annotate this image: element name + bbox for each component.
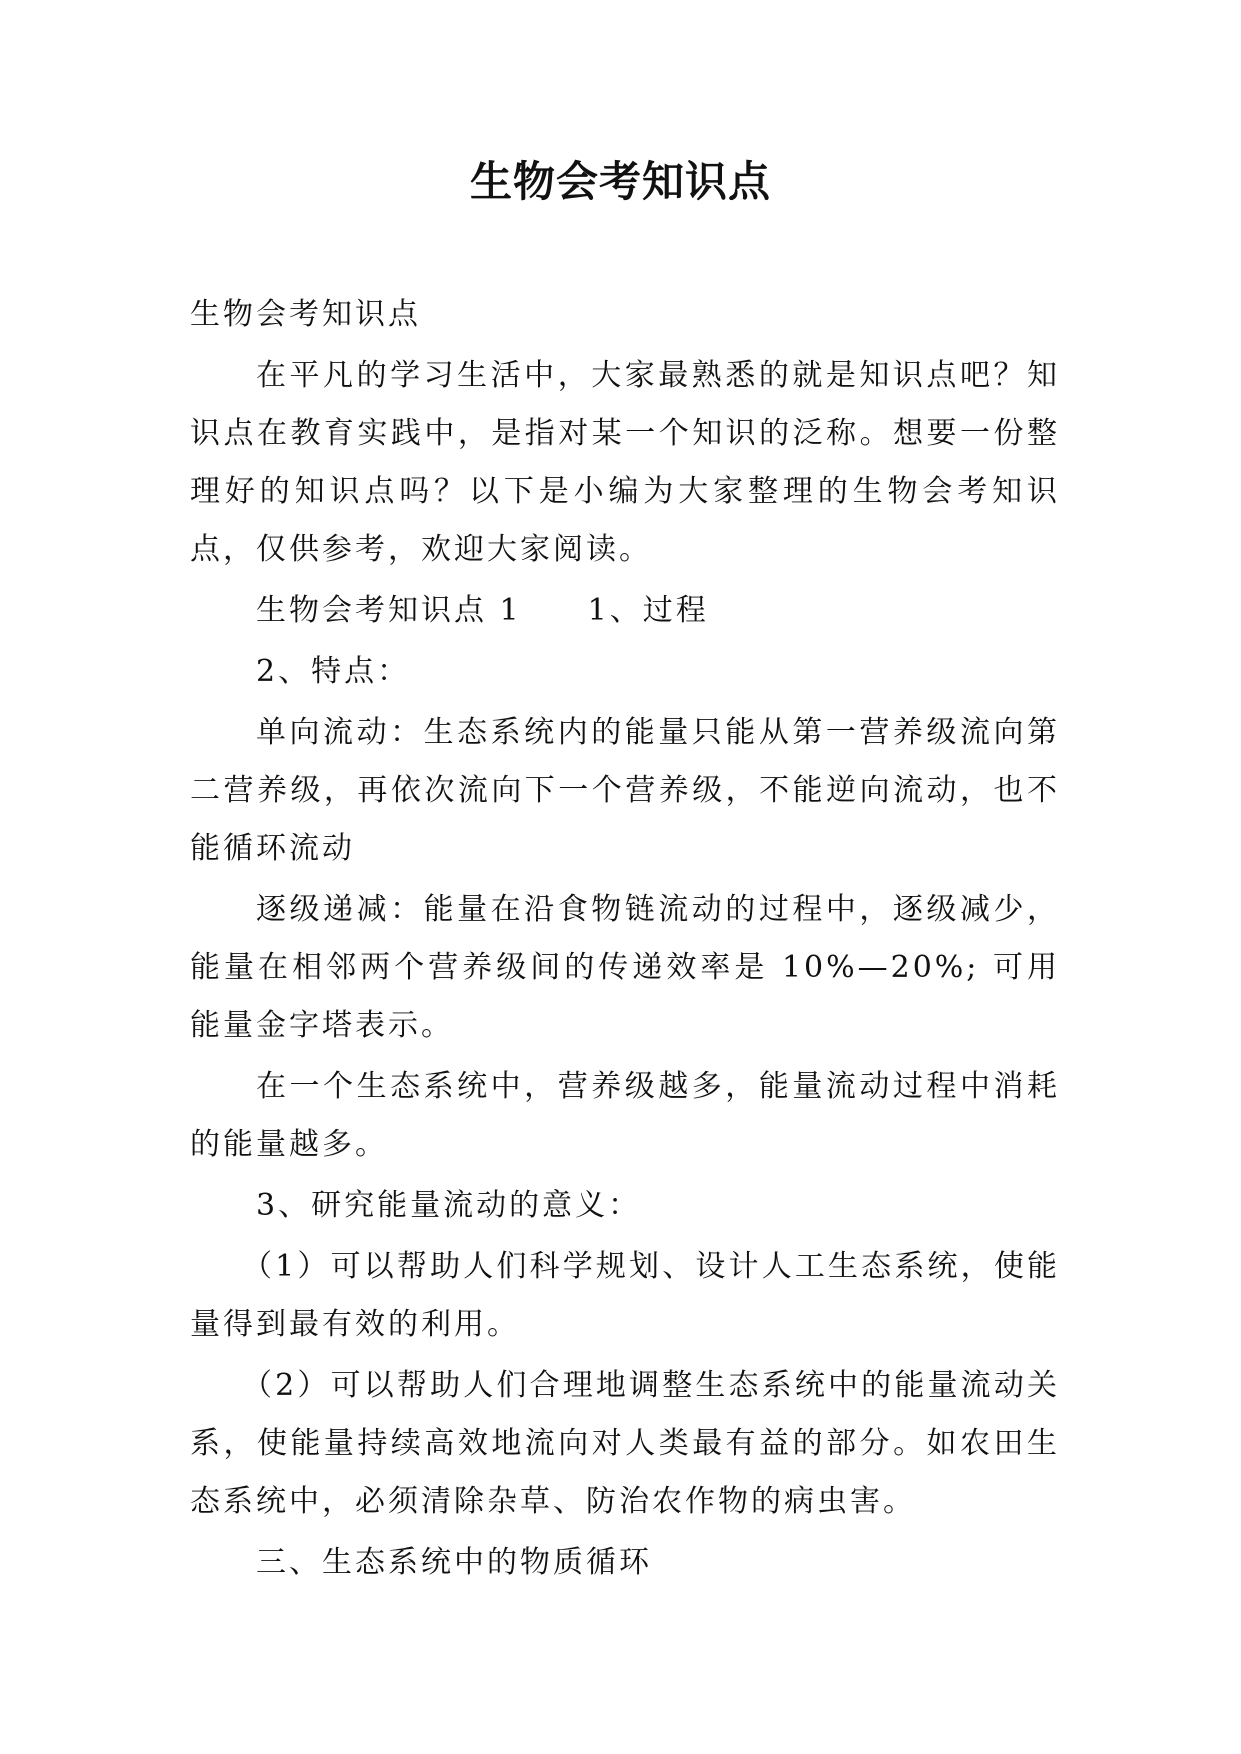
significance-item-2: （2）可以帮助人们合理地调整生态系统中的能量流动关系，使能量持续高效地流向对人类最有益的部分。如农田生态系统中，必须清除杂草、防治农作物的病虫害。 — [190, 1368, 1060, 1519]
trophic-level-paragraph: 在一个生态系统中，营养级越多，能量流动过程中消耗的能量越多。 — [190, 1069, 1060, 1162]
intro-paragraph: 在平凡的学习生活中，大家最熟悉的就是知识点吧？知识点在教育实践中，是指对某一个知识的泛称。想要一份整理好的知识点吗？以下是小编为大家整理的生物会考知识点，仅供参考，欢迎大家阅读。 — [190, 358, 1060, 567]
material-cycle-heading: 三、生态系统中的物质循环 — [256, 1545, 652, 1580]
feature-heading: 2、特点： — [256, 654, 411, 689]
significance-heading: 3、研究能量流动的意义： — [256, 1188, 642, 1223]
subtitle-paragraph: 生物会考知识点 — [190, 297, 421, 332]
document-title: 生物会考知识点 — [469, 157, 771, 206]
one-way-flow-paragraph: 单向流动：生态系统内的能量只能从第一营养级流向第二营养级，再依次流向下一个营养级，不能逆向流动，也不能循环流动 — [190, 715, 1060, 866]
document-body — [190, 286, 1060, 1595]
significance-item-1: （1）可以帮助人们科学规划、设计人工生态系统，使能量得到最有效的利用。 — [190, 1249, 1060, 1342]
section-heading-1: 生物会考知识点 1 1、过程 — [256, 593, 709, 628]
decreasing-paragraph: 逐级递减：能量在沿食物链流动的过程中，逐级减少，能量在相邻两个营养级间的传递效率是 10%—20%; 可用能量金字塔表示。 — [190, 892, 1060, 1043]
